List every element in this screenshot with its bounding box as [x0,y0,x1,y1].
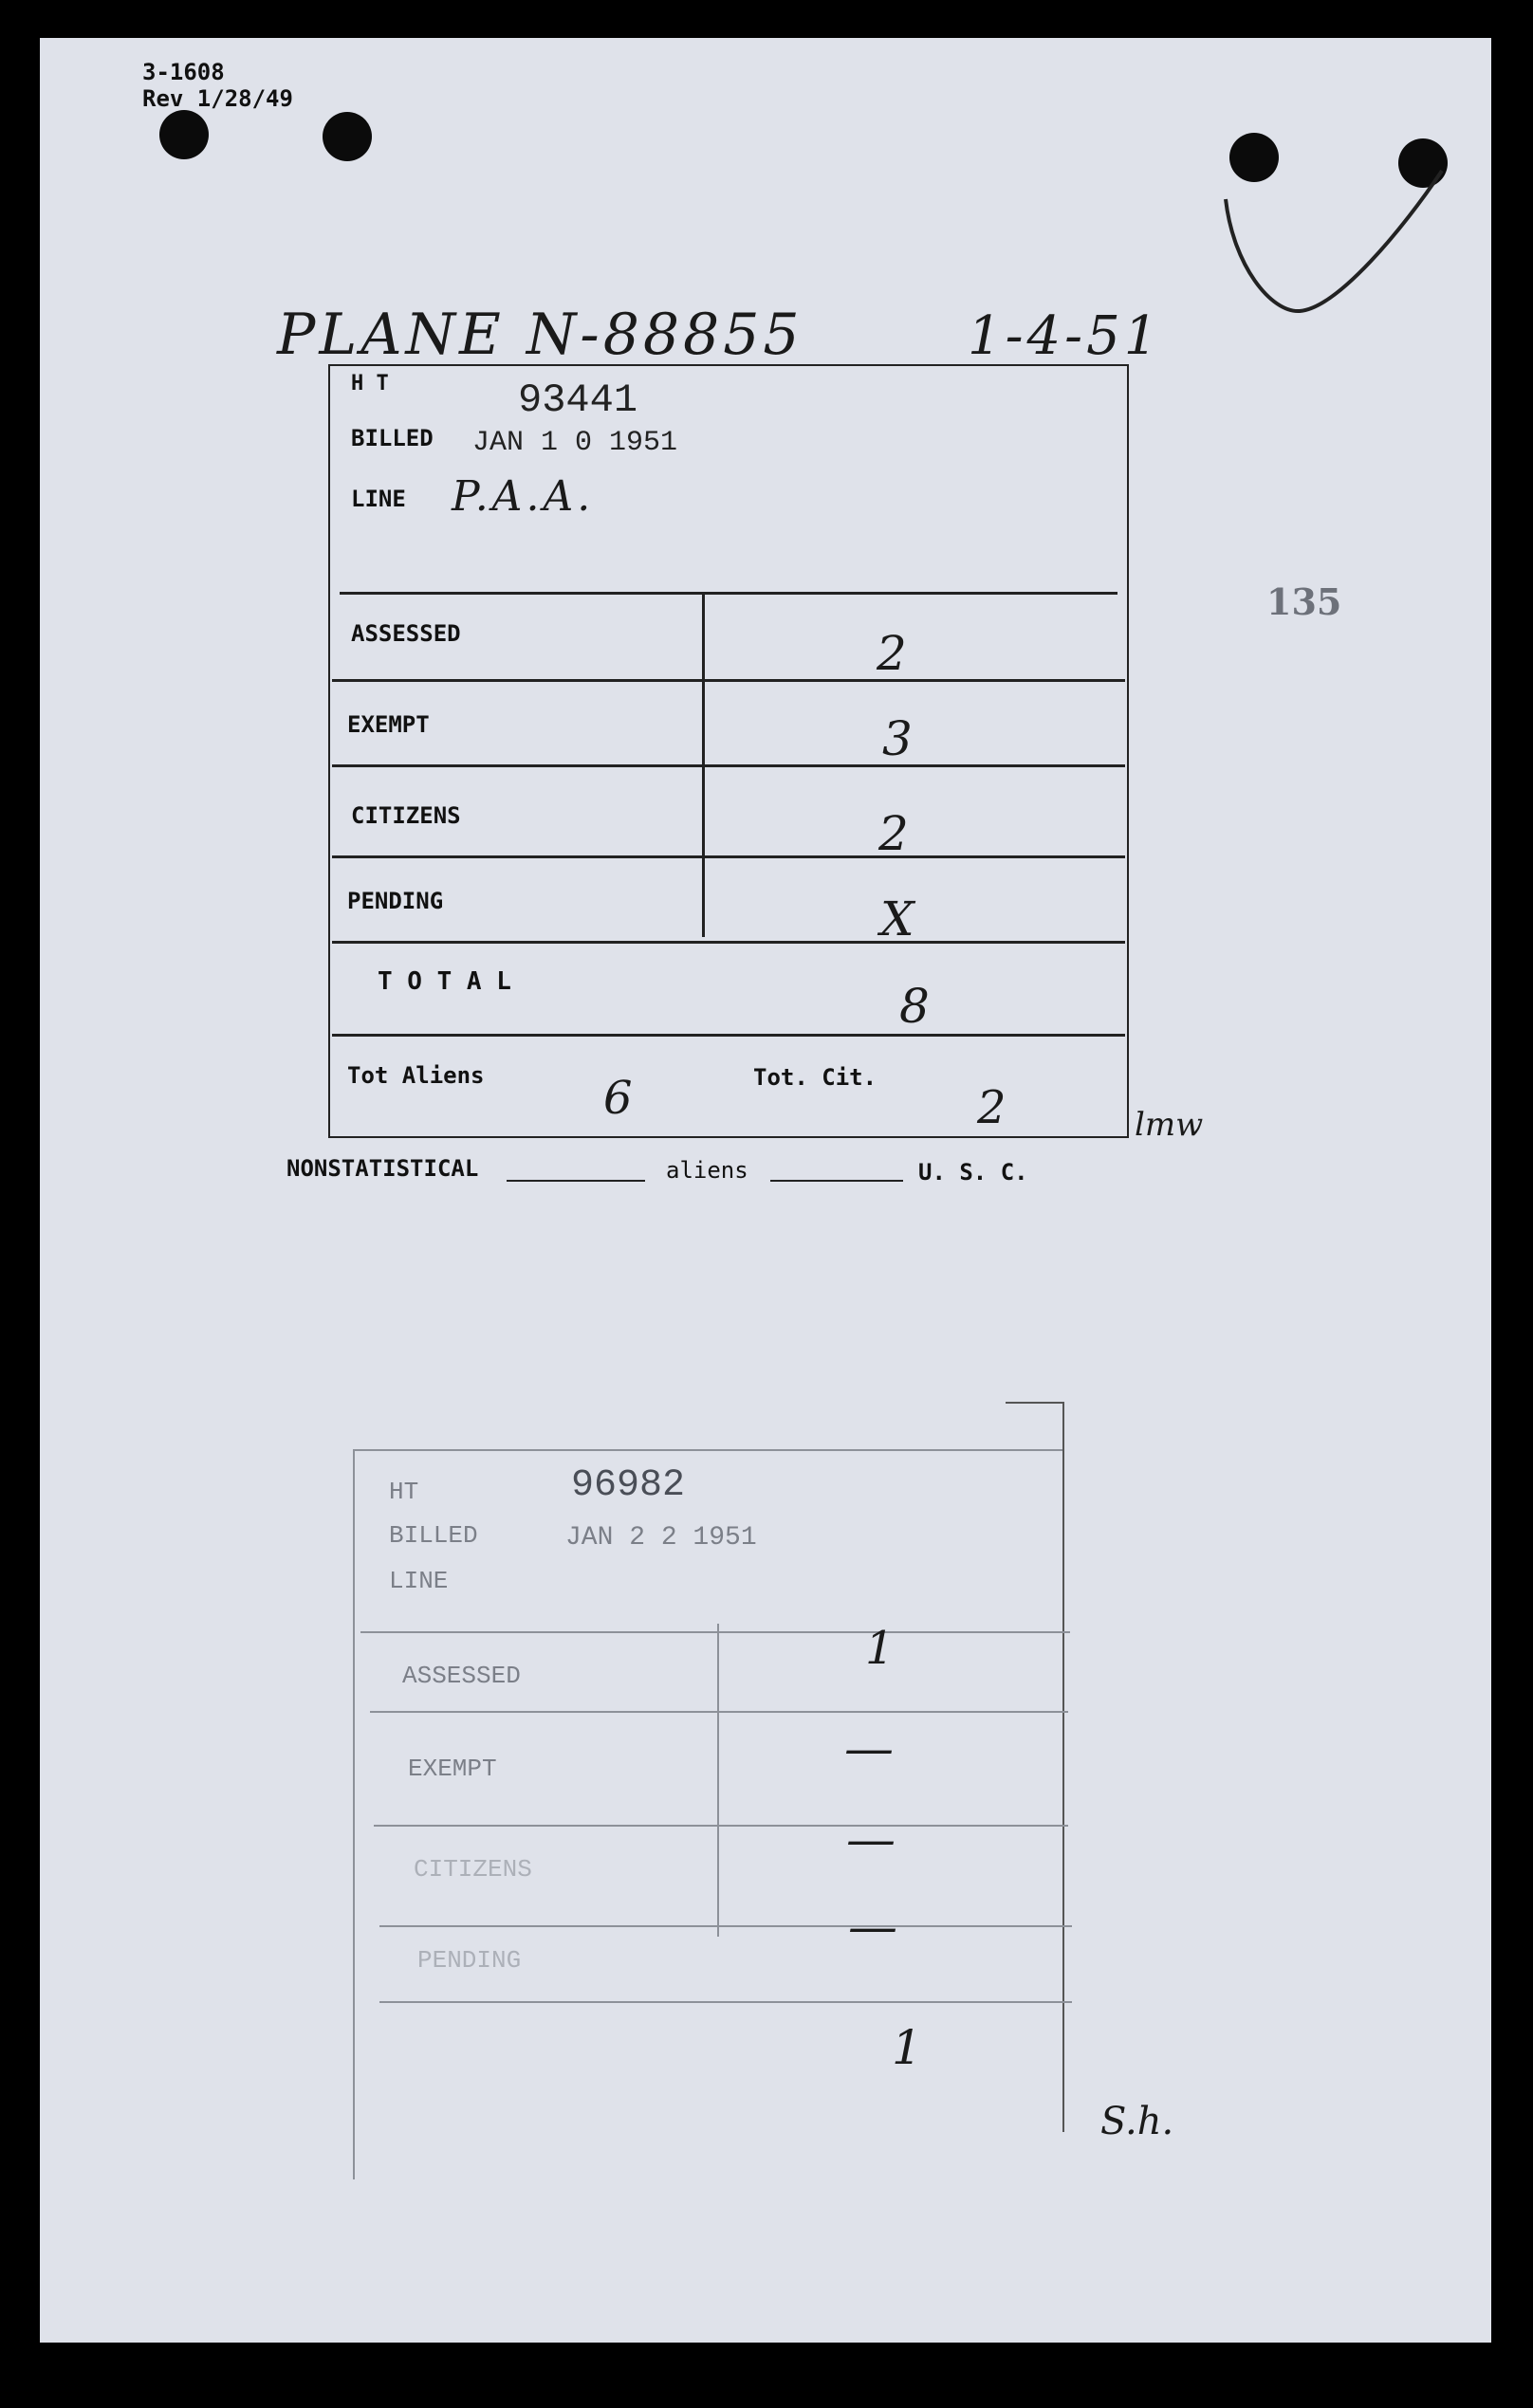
date-note: 1-4-51 [968,305,1162,367]
ht-label-faded: HT [389,1478,419,1506]
divider [379,1925,1072,1927]
billed-date-stamp: JAN 1 0 1951 [472,427,678,459]
citizens-value-faded: — [846,1811,896,1868]
pending-value-faded: — [848,1899,897,1956]
divider [717,1624,719,1937]
pending-label: PENDING [347,888,444,914]
exempt-value-faded: — [844,1720,894,1777]
tot-cit-label: Tot. Cit. [753,1064,877,1091]
ht-number-faded: 96982 [571,1464,686,1507]
assessed-value-faded: 1 [865,1622,895,1675]
line-label-faded: LINE [389,1567,449,1595]
citizens-label-faded: CITIZENS [414,1855,532,1884]
blank-field [770,1180,903,1182]
tot-aliens-label: Tot Aliens [347,1062,485,1089]
aliens-label: aliens [666,1157,748,1184]
billed-date-stamp-faded: JAN 2 2 1951 [565,1523,757,1553]
card-border [353,1449,1062,1451]
card-border [353,1449,355,2179]
total-value: 8 [899,979,930,1034]
tot-cit-value: 2 [977,1081,1007,1134]
divider [332,679,1125,682]
billed-label: BILLED [351,425,434,451]
form-revision: Rev 1/28/49 [142,85,293,112]
pending-value: X [880,892,914,947]
exempt-value: 3 [882,711,913,766]
assessed-label: ASSESSED [351,620,461,647]
card-border [1062,1402,1064,2132]
arrival-record-card [328,364,1129,1138]
assessed-label-faded: ASSESSED [402,1662,521,1690]
ht-number: 93441 [518,377,638,423]
card-border [1006,1402,1064,1404]
divider [332,764,1125,767]
nonstatistical-label: NONSTATISTICAL [286,1155,479,1182]
ht-label: H T [351,372,389,395]
total-value-faded: 1 [892,2020,922,2075]
divider [332,941,1125,944]
line-label: LINE [351,486,406,512]
initials-2: S.h. [1100,2100,1174,2143]
plane-note: PLANE N-88855 [277,302,803,368]
exempt-label-faded: EXEMPT [408,1755,497,1783]
assessed-value: 2 [877,626,907,681]
exempt-label: EXEMPT [347,711,430,738]
usc-label: U. S. C. [918,1159,1028,1186]
page-number: 135 [1266,580,1342,623]
divider [332,855,1125,858]
blank-field [507,1180,645,1182]
punch-hole [323,112,372,161]
punch-hole [159,110,209,159]
citizens-label: CITIZENS [351,802,461,829]
divider [340,592,1117,595]
tot-aliens-value: 6 [603,1072,633,1125]
divider [370,1711,1068,1713]
pending-label-faded: PENDING [417,1946,522,1975]
form-number: 3-1608 [142,59,225,85]
check-mark-icon [1214,161,1461,322]
billed-label-faded: BILLED [389,1521,478,1550]
divider [374,1825,1068,1827]
divider [360,1631,1070,1633]
citizens-value: 2 [878,806,909,861]
divider [379,2001,1072,2003]
line-value: P.A.A. [452,472,595,521]
divider [332,1034,1125,1037]
initials: lmw [1135,1106,1204,1144]
total-label: T O T A L [378,967,511,996]
